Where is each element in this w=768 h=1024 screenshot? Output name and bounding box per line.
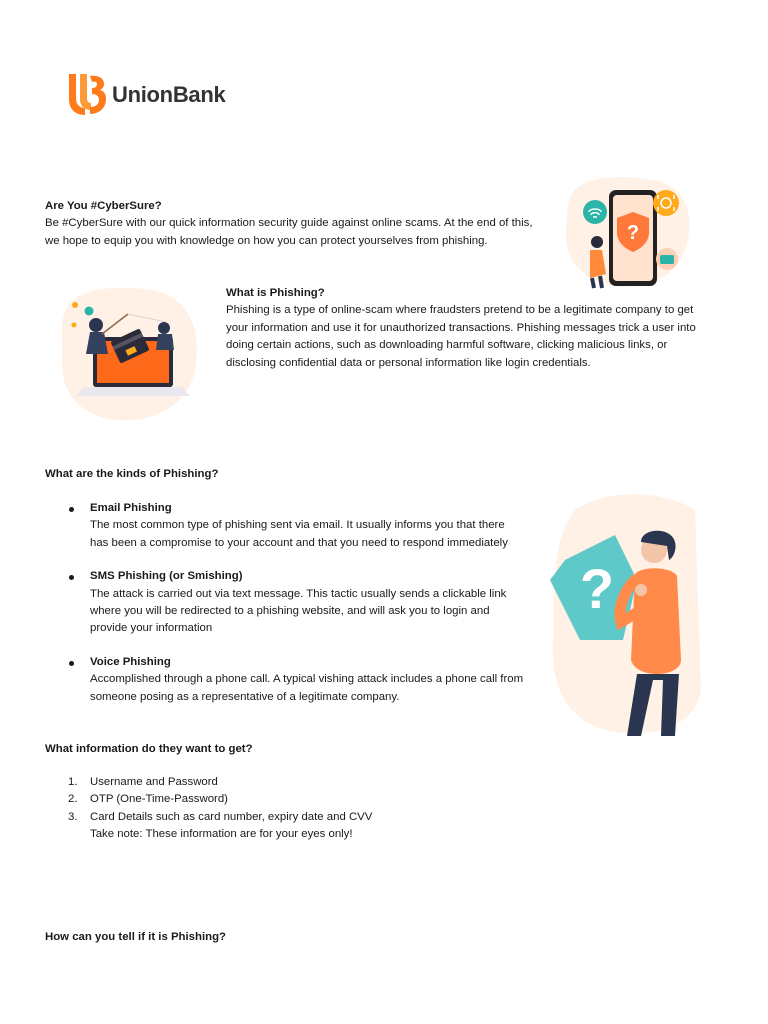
list-item-text: Card Details such as card number, expiry date and CVV: [90, 810, 373, 823]
svg-text:?: ?: [626, 222, 640, 244]
list-item-title: Email Phishing: [90, 502, 172, 514]
svg-text:?: ?: [579, 557, 615, 620]
list-item-text: Username and Password: [90, 776, 218, 788]
list-item-text: provide your information: [90, 622, 213, 635]
info-heading: What information do they want to get?: [45, 743, 253, 755]
list-item: [66, 809, 526, 826]
list-item-text: OTP (One-Time-Password): [90, 793, 228, 806]
list-item-number: 2.: [68, 793, 78, 806]
what-is-phishing-section: [226, 285, 726, 372]
list-item-number: 1.: [68, 776, 78, 788]
what-is-line-3: doing certain actions, such as downloading harmful software, clicking malicious links, or: [226, 339, 668, 352]
brand-name: UnionBank: [112, 82, 226, 107]
list-item-title: SMS Phishing (or Smishing): [90, 570, 243, 583]
kinds-list: [66, 500, 536, 722]
what-is-line-1: Phishing is a type of online-scam where fraudsters pretend to be a legitimate company to get: [226, 304, 694, 317]
what-is-heading: What is Phishing?: [226, 287, 325, 299]
list-item-text: The most common type of phishing sent via email. It usually informs you that there: [90, 519, 505, 532]
list-item: [66, 568, 536, 638]
take-note: [66, 826, 526, 843]
unionbank-logo-icon: [66, 72, 110, 116]
intro-line-2: we hope to equip you with knowledge on how you can protect yourselves from phishing.: [45, 234, 488, 247]
bullet-icon: [69, 507, 74, 512]
bullet-icon: [69, 661, 74, 666]
what-is-line-4: disclosing confidential data or personal information like login credentials.: [226, 356, 591, 369]
list-item: [66, 774, 526, 791]
list-item-text: Accomplished through a phone call. A typical vishing attack includes a phone call from: [90, 673, 524, 686]
intro-line-1: Be #CyberSure with our quick information security guide against online scams. At the end of this,: [45, 217, 533, 230]
list-item-text: The attack is carried out via text message. This tactic usually sends a clickable link: [90, 587, 507, 600]
list-item: [66, 654, 536, 706]
bullet-icon: [69, 575, 74, 580]
list-item-number: 3.: [68, 810, 78, 823]
what-is-line-2: your information and use it for unauthorized transactions. Phishing messages trick a user into: [226, 321, 696, 334]
phone-security-illustration: [562, 174, 692, 290]
intro-heading: Are You #CyberSure?: [45, 200, 162, 212]
list-item-text: where you will be redirected to a phishing website, and will ask you to login and: [90, 605, 490, 618]
list-item-text: someone posing as a representative of a legitimate company.: [90, 690, 400, 703]
kinds-heading: What are the kinds of Phishing?: [45, 468, 219, 480]
take-note-text: Take note: These information are for your eyes only!: [90, 828, 353, 841]
info-list: [66, 774, 526, 844]
question-shield-person-illustration: [545, 490, 703, 740]
list-item-text: has been a compromise to your account and that you need to respond immediately: [90, 536, 508, 549]
list-item-title: Voice Phishing: [90, 655, 171, 668]
list-item: [66, 791, 526, 808]
intro-section: [45, 198, 545, 250]
list-item: [66, 500, 536, 552]
unionbank-logo: [66, 72, 256, 116]
hacker-laptop-illustration: [56, 284, 202, 426]
tell-heading: How can you tell if it is Phishing?: [45, 931, 226, 943]
